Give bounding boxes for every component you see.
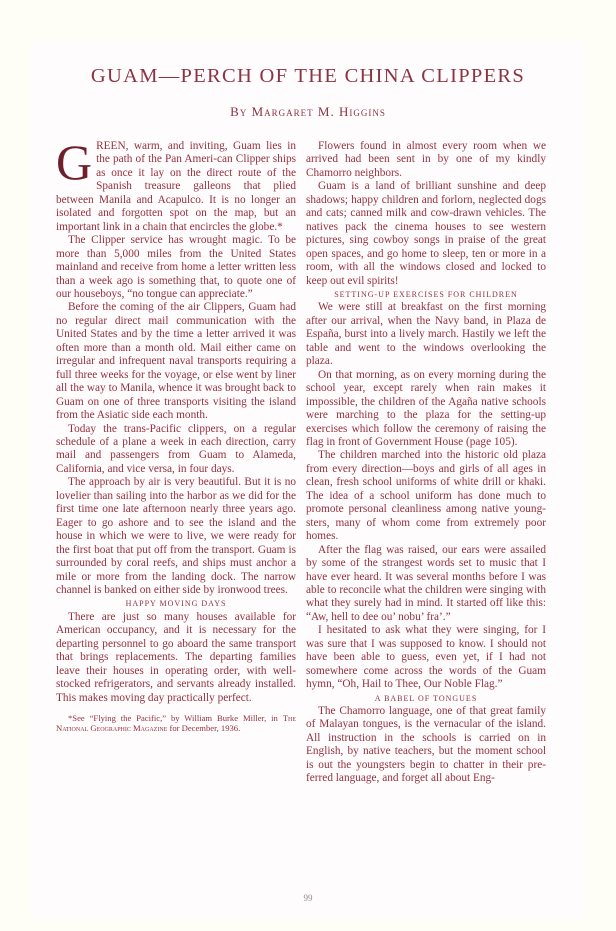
- section-heading: HAPPY MOVING DAYS: [125, 599, 227, 609]
- paragraph: The approach by air is very beautiful. But it is no lovelier than sailing into the harbor as we did for the first time one late afternoon nearly three years ago. Eager to go ashore and to see the island and the house in which we were to live, we were ready for the first boat that put off from the transport. Guam is surrounded by coral reefs, and ships must anchor a mile or more from the landing dock. The narrow channel is banked on either side by ironwood trees.: [56, 476, 296, 596]
- paragraph: I hesitated to ask what they were singing, for I was sure that I was supposed to know. I should not have been able to guess, even yet, if I had not somewhere come across the words of the Guam hymn, “Oh, Hail to Thee, Our Noble Flag.”: [306, 624, 546, 691]
- paragraph-text: warm, and inviting, Guam lies in the path of the Pan Ameri-can Clipper ships as once it lay on the direct route of the Spanish treasure galleons that plied between Manila and Acapulco. It is no longer an isolated and forgotten spot on the map, but an important link in a chain that encircles the globe.*: [56, 140, 296, 233]
- footnote-suffix: for December, 1936.: [167, 723, 241, 734]
- right-column: [306, 140, 546, 786]
- paragraph: We were still at breakfast on the first morning after our arrival, when the Navy band, in Plaza de España, burst into a lively march. Hastily we left the table and went to the windows overlooking the plaza.: [306, 301, 546, 368]
- section-heading: A BABEL OF TONGUES: [374, 693, 478, 703]
- paragraph: The Chamorro language, one of that great family of Malayan tongues, is the vernacular of the island. All instruction in the schools is carried on in English, by native teachers, but the moment school is out the youngsters begin to chatter in their preferred language, and forget all about Eng-: [306, 705, 546, 785]
- paragraph: Before the coming of the air Clippers, Guam had no regular direct mail communication with the United States and by the time a letter arrived it was often more than a month old. Mail either came on irregular and infrequent naval transports requiring a full three weeks for the voyage, or else went by liner all the way to Manila, whence it was brought back to Guam on one of three transports visiting the island from the Asiatic side each month.: [56, 301, 296, 422]
- paragraph: Guam is a land of brilliant sunshine and deep shadows; happy children and forlorn, neglected dogs and cats; canned milk and cow-drawn vehicles. The natives pack the cinema houses to see western pictures, sing cowboy songs in praise of the great open spaces, and go home to sleep, ten or more in a room, with all the windows closed and locked to keep out evil spirits!: [306, 180, 546, 287]
- page-number: 99: [303, 893, 313, 903]
- left-column: [56, 134, 296, 734]
- section-heading: SETTING-UP EXERCISES FOR CHILDREN: [334, 289, 518, 299]
- paragraph: The children marched into the historic old plaza from every direction—boys and girls of all ages in clean, fresh school uniforms of white drill or khaki. The idea of a school uniform has done much to promote personal cleanliness among native youngsters, many of whom come from extremely poor homes.: [306, 449, 546, 543]
- footnote-prefix: *See “Flying the Pacific,” by William Burke Miller, in: [68, 713, 283, 724]
- drop-cap: G: [56, 134, 93, 190]
- footnote-magazine: The National Geographic Magazine: [56, 713, 296, 734]
- paragraph: Today the trans-Pacific clippers, on a regular schedule of a plane a week in each direction, carry mail and passengers from Guam to Alameda, California, and vice versa, in four days.: [56, 422, 296, 475]
- paragraph: There are just so many houses available for American occupancy, and it is necessary for the departing personnel to go aboard the same transport that brings replacements. The departing families leave their houses in operating order, with well-stocked refrigerators, and servants already installed. This makes moving day practically perfect.: [56, 610, 296, 704]
- article-title: GUAM—PERCH OF THE CHINA CLIPPERS: [90, 65, 526, 87]
- paragraph: Flowers found in almost every room when we arrived had been sent in by one of my kindly Chamorro neighbors.: [306, 140, 546, 179]
- lead-in: REEN,: [96, 140, 129, 152]
- paragraph: [56, 134, 296, 234]
- footnote: [56, 713, 296, 733]
- paragraph: On that morning, as on every morning during the school year, except rarely when rain makes it impossible, the children of the Agaña native schools were marching to the plaza for the setting-up exercises which follow the ceremony of raising the flag in front of Government House (page 105).: [306, 368, 546, 448]
- paragraph: The Clipper service has wrought magic. To be more than 5,000 miles from the United States mainland and receive from home a letter written less than a week ago is something that, to quote one of our houseboys, “no tongue can appreciate.”: [56, 234, 296, 300]
- byline-text: By Margaret M. Higgins: [230, 104, 386, 119]
- paragraph: After the flag was raised, our ears were assailed by some of the strangest words set to music that I have ever heard. It was several months before I was able to reconcile what the children were singing with what they surely had in mind. It started off like this: “Aw, hell to dee ou’ nobu’ fra’.”: [306, 543, 546, 623]
- article-byline: [0, 104, 616, 120]
